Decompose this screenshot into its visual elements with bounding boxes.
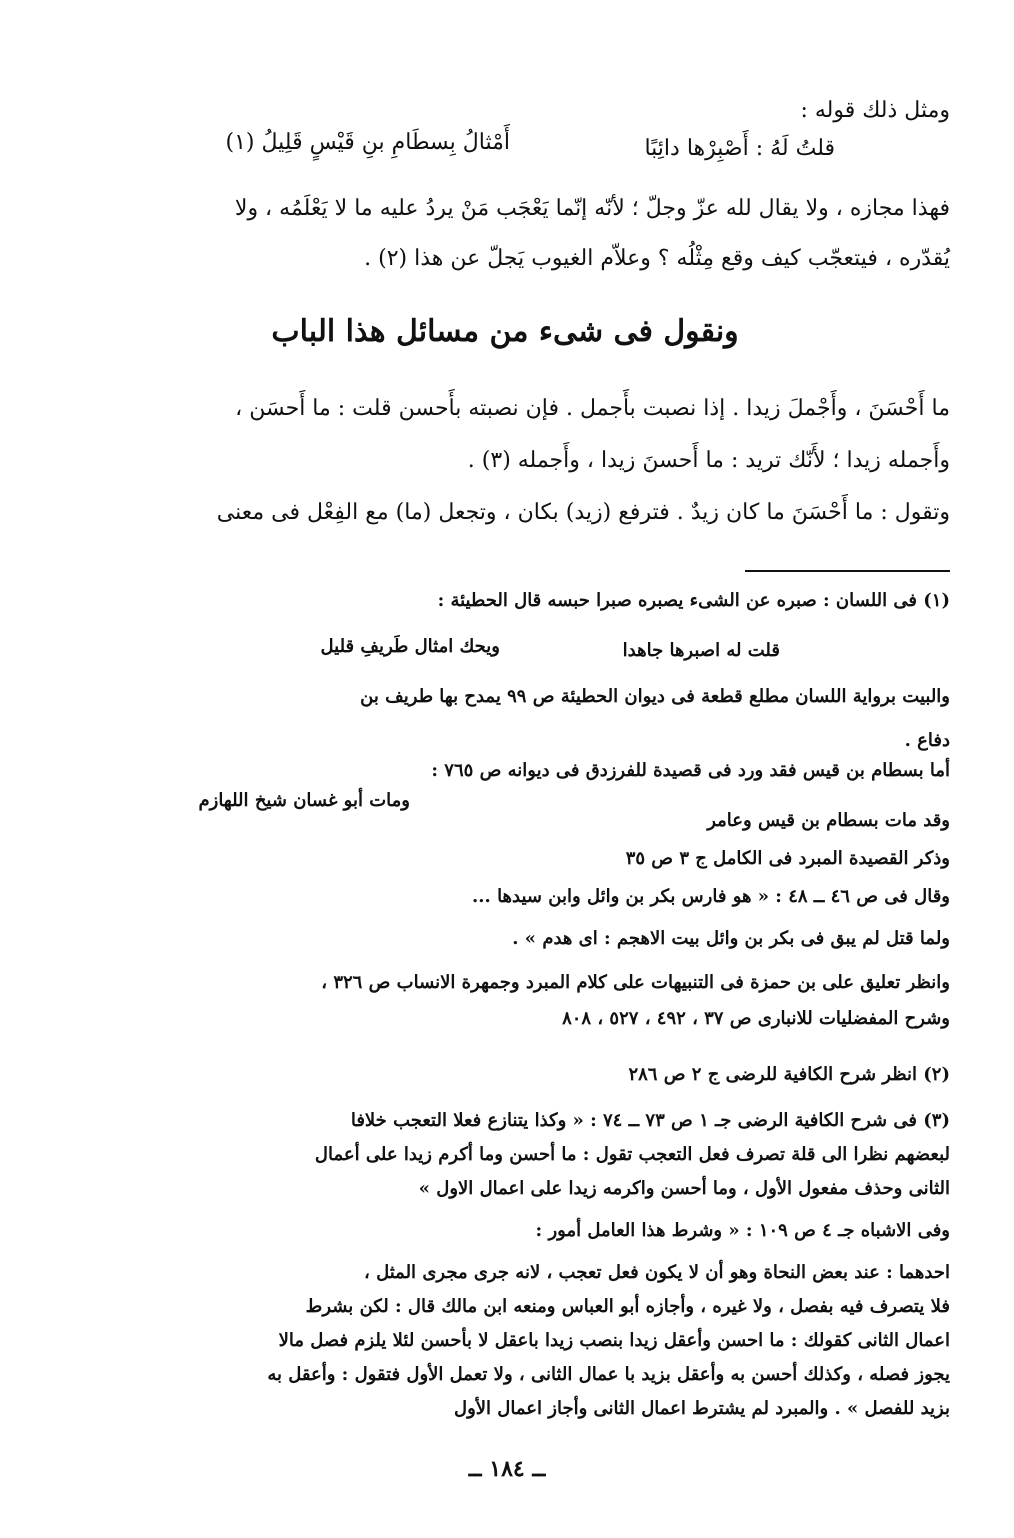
footnote-3-line-1: (٣) فى شرح الكافية الرضى جـ ١ ص ٧٣ ــ ٧٤ : « وكذا يتنازع فعلا التعجب خلافا: [350, 1110, 950, 1131]
verse-1-right: قلتُ لَهُ : أَصْبِرْها دائِبًا: [644, 136, 835, 161]
section-title: ونقول فى شىء من مسائل هذا الباب: [271, 314, 739, 349]
footnote-3-line-7: اعمال الثانى كقولك : ما احسن وأعقل زيدا بنصب زيدا باعقل لا بأحسن لئلا يلزم فصل مالا: [278, 1330, 950, 1351]
footnote-3-line-5: احدهما : عند بعض النحاة وهو أن لا يكون فعل تعجب ، لانه جرى مجرى المثل ،: [364, 1262, 950, 1283]
footnote-separator: [745, 570, 950, 572]
footnote-1-more-4: وانظر تعليق على بن حمزة فى التنبيهات على كلام المبرد وجمهرة الانساب ص ٣٢٦ ،: [321, 972, 950, 993]
body-line-1: فهذا مجازه ، ولا يقال لله عزّ وجلّ ؛ لأنّه إنّما يَعْجَب مَنْ يردُ عليه ما لا يَعْلَمُه ، ولا: [234, 196, 950, 221]
footnote-1-intro: (١) فى اللسان : صبره عن الشىء يصبره صبرا حبسه قال الحطيئة :: [437, 590, 950, 611]
footnote-1-farazdaq: أما بسطام بن قيس فقد ورد فى قصيدة للفرزدق فى ديوانه ص ٧٦٥ :: [431, 760, 950, 781]
footnote-1-line-2: دفاع .: [904, 730, 950, 751]
footnote-3-line-3: الثانى وحذف مفعول الأول ، وما أحسن واكرمه زيدا على اعمال الاول »: [418, 1178, 950, 1199]
footnote-3-line-9: بزيد للفصل » . والمبرد لم يشترط اعمال الثانى وأجاز اعمال الأول: [453, 1398, 950, 1419]
footnote-3-line-6: فلا يتصرف فيه بفصل ، ولا غيره ، وأجازه أبو العباس ومنعه ابن مالك قال : لكن بشرط: [305, 1296, 950, 1317]
footnote-1-more-3: ولما قتل لم يبق فى بكر بن وائل بيت الاهجم : اى هدم » .: [512, 928, 950, 949]
footnote-1-more-5: وشرح المفضليات للانبارى ص ٣٧ ، ٤٩٢ ، ٥٢٧ ، ٨٠٨: [562, 1008, 950, 1029]
footnote-3-line-4: وفى الاشباه جـ ٤ ص ١٠٩ : « وشرط هذا العامل أمور :: [535, 1220, 950, 1241]
footnote-1-line-1: والبيت برواية اللسان مطلع قطعة فى ديوان الحطيئة ص ٩٩ يمدح بها طريف بن: [360, 686, 950, 707]
footnote-1-verse-2-right: وقد مات بسطام بن قيس وعامر: [707, 810, 950, 831]
section-line-3: وتقول : ما أَحْسَنَ ما كان زيدٌ . فترفع (زيد) بكان ، وتجعل (ما) مع الفِعْل فى معنى: [216, 500, 950, 525]
section-line-2: وأَجمله زيدا ؛ لأَنّك تريد : ما أَحسنَ زيدا ، وأَجمله (٣) .: [467, 448, 950, 473]
footnote-1-more-2: وقال فى ص ٤٦ ــ ٤٨ : « هو فارس بكر بن وائل وابن سيدها ...: [472, 886, 950, 907]
footnote-3-line-2: لبعضهم نظرا الى قلة تصرف فعل التعجب تقول : ما أحسن وما أكرم زيدا على أعمال: [314, 1144, 950, 1165]
footnote-1-verse-left: ويحك امثال طَريفِ قليل: [320, 636, 500, 657]
verse-1-left: أَمْثالُ بِسطَامِ بنِ قَيْسٍ قَلِيلُ (١): [225, 130, 510, 155]
footnote-1-more-1: وذكر القصيدة المبرد فى الكامل ج ٣ ص ٣٥: [625, 848, 950, 869]
intro-line: ومثل ذلك قوله :: [800, 98, 950, 123]
footnote-1-verse-right: قلت له اصبرها جاهدا: [622, 640, 780, 661]
section-line-1: ما أَحْسَنَ ، وأَجْملَ زيدا . إذا نصبت بأَجمل . فإن نصبته بأَحسن قلت : ما أَحسَن ،: [235, 396, 950, 421]
page-number: ــ ١٨٤ ــ: [468, 1456, 546, 1482]
footnote-1-verse-2-left: ومات أبو غسان شيخ اللهازم: [198, 790, 410, 811]
footnote-3-line-8: يجوز فصله ، وكذلك أحسن به وأعقل بزيد با عمال الثانى ، ولا تعمل الأول فتقول : وأعقل به: [267, 1364, 950, 1385]
body-line-2: يُقدّره ، فيتعجّب كيف وقع مِثْلُه ؟ وعلاّم الغيوب يَجلّ عن هذا (٢) .: [364, 246, 950, 271]
footnote-2: (٢) انظر شرح الكافية للرضى ج ٢ ص ٢٨٦: [628, 1064, 950, 1085]
